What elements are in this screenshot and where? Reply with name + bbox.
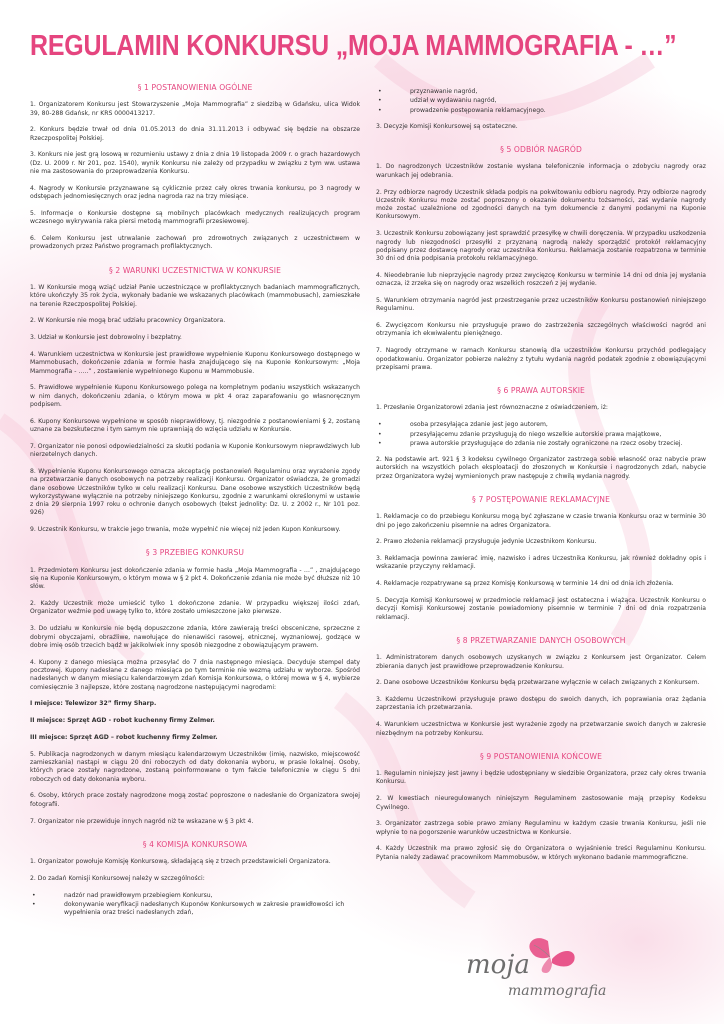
paragraph: 5. Warunkiem otrzymania nagród jest przestrzeganie przez uczestników Konkursu postanowień niniejszego Regulaminu. bbox=[376, 297, 706, 313]
section-heading: § 6 PRAWA AUTORSKIE bbox=[497, 386, 585, 396]
paragraph: 6. Osoby, których prace zostały nagrodzone mogą zostać poproszone o nadesłanie do Organizatora swojej fotografii. bbox=[30, 792, 360, 808]
bullet-item: • dokonywanie weryfikacji nadesłanych Kuponów Konkursowych w zakresie prawidłowości ich wypełnienia oraz treści nadesłanych zdań, bbox=[30, 901, 360, 918]
bullet-item: • nadzór nad prawidłowym przebiegiem Konkursu, bbox=[30, 892, 360, 900]
paragraph: 1. W Konkursie mogą wziąć udział Panie uczestniczące w profilaktycznych badaniach mammograficznych, które ukończyły 35 rok życia, wykonały badanie we wskazanych placówkach (mammobusach), zamieszkałe na terenie Rzeczpospolitej Polskiej. bbox=[30, 283, 360, 308]
bullet-item: • udział w wydawaniu nagród, bbox=[376, 97, 706, 105]
butterfly-icon bbox=[529, 938, 574, 973]
paragraph: 2. W kwestiach nieuregulowanych niniejszym Regulaminem zastosowanie mają przepisy Kodeksu Cywilnego. bbox=[376, 795, 706, 811]
paragraph: 4. Każdy Uczestnik ma prawo zgłosić się do Organizatora o wyjaśnienie treści Regulaminu Konkursu. Pytania należy zadawać pracownikom Mammobusów, w których wykonano badanie mammograficzne. bbox=[376, 845, 706, 861]
prize-line: I miejsce: Telewizor 32” firmy Sharp. bbox=[30, 700, 157, 708]
paragraph: 2. Prawo złożenia reklamacji przysługuje jedynie Uczestnikom Konkursu. bbox=[376, 538, 597, 546]
paragraph: 3. Do udziału w Konkursie nie będą dopuszczone zdania, które zawierają treści obsceniczne, sprzeczne z dobrymi obyczajami, obraźliwe, nawołujące do nienawiści rasowej, etnicznej, wyznaniowej, godzące w dobre imię osób trzecich bądź w jakikolwiek inny sposób niezgodne z obowiązującym prawem. bbox=[30, 625, 360, 649]
paragraph: 1. Przesłanie Organizatorowi zdania jest równoznaczne z oświadczeniem, iż: bbox=[376, 404, 608, 412]
paragraph: 7. Organizator nie ponosi odpowiedzialności za skutki podania w Kuponie Konkursowym nieprawdziwych lub nierzetelnych danych. bbox=[30, 442, 360, 459]
page-title: REGULAMIN KONKURSU „MOJA MAMMOGRAFIA - …” bbox=[30, 30, 677, 62]
paragraph: 1. Administratorem danych osobowych uzyskanych w związku z Konkursem jest Organizator. Celem zbierania danych jest prawidłowe przeprowadzenie Konkursu. bbox=[376, 654, 706, 670]
paragraph: 3. Konkurs nie jest grą losową w rozumieniu ustawy z dnia z dnia 19 listopada 2009 r. o grach hazardowych (Dz. U. 2009 r. Nr 201, poz. 1540), wynik Konkursu nie zależy od przypadku w związku z tym ww. ustawa nie ma zastosowania do przeprowadzenia Konkursu. bbox=[30, 151, 360, 176]
paragraph: 1. Do nagrodzonych Uczestników zostanie wysłana telefonicznie informacja o zdobyciu nagrody oraz warunkach jej odebrania. bbox=[376, 163, 706, 179]
paragraph: 4. Kupony z danego miesiąca można przesyłać do 7 dnia następnego miesiąca. Decyduje stempel daty pocztowej. Kupony nadesłane z danego miesiąca po tym terminie nie wezmą udziału w wyborze. Spośród nadesłanych w danym miesiącu kalendarzowym zdań Komisja Konkursowa, o której mowa w § 4, wybierze comiesięcznie 3 najlepsze, które zostaną nagrodzone następującymi nagrodami: bbox=[30, 658, 360, 691]
paragraph: 7. Organizator nie przewiduje innych nagród niż te wskazane w § 3 pkt 4. bbox=[30, 817, 254, 825]
section-heading: § 3 PRZEBIEG KONKURSU bbox=[145, 548, 245, 558]
paragraph: 1. Regulamin niniejszy jest jawny i będzie udostępniany w siedzibie Organizatora, przez cały okres trwania Konkursu. bbox=[376, 770, 706, 786]
paragraph: 3. Udział w Konkursie jest dobrowolny i bezpłatny. bbox=[30, 334, 182, 342]
prize-line: II miejsce: Sprzęt AGD - robot kuchenny firmy Zelmer. bbox=[30, 717, 215, 725]
section-heading: § 7 POSTĘPOWANIE REKLAMACYJNE bbox=[472, 495, 610, 504]
paragraph: 5. Publikacja nagrodzonych w danym miesiącu kalendarzowym Uczestników (imię, nazwisko, miejscowość zamieszkania) nastąpi w ciągu 20 dni roboczych od daty dokonania wyboru, w prasie lokalnej. Osoby, których prace zostały nagrodzone, zostaną poinformowane o tym fakcie telefonicznie w ciągu 5 dni roboczych od daty dokonania wyboru. bbox=[30, 750, 360, 783]
paragraph: 2. Na podstawie art. 921 § 3 kodeksu cywilnego Organizator zastrzega sobie własność oraz nabycie praw autorskich na wszystkich polach eksploatacji do złoszonych w Konkursie i nagrodzonych zdań, nabycie przez Organizatora wyżej wymienionych praw następuje z chwilą wydania nagrody. bbox=[376, 456, 706, 480]
left-column bbox=[30, 84, 360, 926]
bullet-item: • prowadzenie postępowania reklamacyjnego. bbox=[376, 107, 706, 115]
logo-word-2: mammografia bbox=[508, 983, 607, 999]
paragraph: 4. Warunkiem uczestnictwa w Konkursie jest prawidłowe wypełnienie Kuponu Konkursowego dostępnego w Mammobusach, dokończenie zdania w formie hasła znajdującego się na Kuponie Konkursowym: „Moja Mammografia - …..” , zostawienie wypełnionego Kuponu w Mammobusie. bbox=[30, 350, 360, 375]
paragraph: 2. Każdy Uczestnik może umieścić tylko 1 dokończone zdanie. W przypadku większej ilości zdań, Organizator weźmie pod uwagę tylko to, które zostało umieszczone jako pierwsze. bbox=[30, 600, 360, 616]
bullet-item: • przesyłającemu zdanie przysługują do niego wszelkie autorskie prawa majątkowe, bbox=[376, 431, 706, 439]
logo bbox=[462, 935, 612, 1005]
bullet-list bbox=[376, 421, 706, 448]
bullet-item: • prawa autorskie przysługujące do zdania nie zostały ograniczone na rzecz osoby trzeciej. bbox=[376, 440, 706, 448]
section-heading: § 4 KOMISJA KONKURSOWA bbox=[142, 839, 248, 849]
paragraph: 3. Każdemu Uczestnikowi przysługuje prawo dostępu do swoich danych, ich poprawiania oraz żądania zaprzestania ich przetwarzania. bbox=[376, 696, 706, 712]
paragraph: 1. Organizator powołuje Komisję Konkursową, składającą się z trzech przedstawicieli Organizatora. bbox=[30, 858, 331, 866]
paragraph: 4. Nagrody w Konkursie przyznawane są cyklicznie przez cały okres trwania konkursu, po 3 nagrody w odstępach jednomiesięcznych oraz jedna nagroda raz na trzy miesiące. bbox=[30, 184, 360, 201]
bullet-item: • przyznawanie nagród, bbox=[376, 88, 706, 96]
paragraph: 2. Konkurs będzie trwał od dnia 01.05.2013 do dnia 31.11.2013 i odbywać się będzie na obszarze Rzeczpospolitej Polskiej. bbox=[30, 126, 360, 142]
section-heading: § 8 PRZETWARZANIE DANYCH OSOBOWYCH bbox=[456, 635, 626, 645]
paragraph: 5. Prawidłowe wypełnienie Kuponu Konkursowego polega na kompletnym podaniu wszystkich wskazanych w nim danych, dokończeniu zdania, o którym mowa w pkt 4 oraz zaparafowaniu go własnoręcznym podpisem. bbox=[30, 384, 360, 408]
section-heading: § 5 ODBIÓR NAGRÓD bbox=[500, 145, 582, 155]
paragraph: 1. Przedmiotem Konkursu jest dokończenie zdania w formie hasła „Moja Mammografia - …” , znajdującego się na Kuponie Konkursowym, o którym mowa w § 2 pkt 4. Dokończenie zdania nie może być dłuższe niż 10 słów. bbox=[30, 566, 360, 591]
paragraph: 9. Uczestnik Konkursu, w trakcie jego trwania, może wypełnić nie więcej niż jeden Kupon Konkursowy. bbox=[30, 526, 341, 534]
section-heading: § 2 WARUNKI UCZESTNICTWA W KONKURSIE bbox=[109, 265, 281, 275]
bullet-item: • osoba przesyłająca zdanie jest jego autorem, bbox=[376, 421, 706, 429]
paragraph: 4. Nieodebranie lub nieprzyjęcie nagrody przez zwycięzcę Konkursu w terminie 14 dni od dnia jej wysłania oznacza, iż zrzeka się on nagrody oraz wszelkich roszczeń z jej wydanie. bbox=[376, 271, 706, 288]
paragraph: 2. Dane osobowe Uczestników Konkursu będą przetwarzane wyłącznie w celach związanych z Konkursem. bbox=[376, 679, 700, 687]
paragraph: 5. Informacje o Konkursie dostępne są mobilnych placówkach medycznych realizujących program wczesnego wykrywania raka piersi metodą mammografii przesiewowej. bbox=[30, 209, 360, 226]
paragraph: 2. W Konkursie nie mogą brać udziału pracownicy Organizatora. bbox=[30, 317, 226, 325]
paragraph: 1. Organizatorem Konkursu jest Stowarzyszenie „Moja Mammografia” z siedzibą w Gdańsku, ulica Widok 39, 80-288 Gdańsk, nr KRS 0000413217. bbox=[30, 101, 360, 117]
paragraph: 6. Kupony Konkursowe wypełnione w sposób nieprawidłowy, tj. niezgodnie z postanowieniami § 2, zostaną uznane za bezskuteczne i tym samym nie uprawniają do wzięcia udziału w Konkursie. bbox=[30, 417, 360, 434]
paragraph: 8. Wypełnienie Kuponu Konkursowego oznacza akceptację postanowień Regulaminu oraz wyrażenie zgody na przetwarzanie danych osobowych na potrzeby realizacji Konkursu. Organizator oświadcza, że gromadzi dane osobowe Uczestników tylko w celu realizacji Konkursu. Dane osobowe wszystkich Uczestników będą wykorzystywane wyłącznie na potrzeby niniejszego Konkursu, zgodnie z warunkami określonymi w ustawie z dnia 29 sierpnia 1997 roku o ochronie danych osobowych (tekst jednolity: Dz. U. z 2002 r., Nr 101 poz. 926) bbox=[30, 467, 360, 517]
logo-word-1: moja bbox=[466, 950, 530, 980]
paragraph: 5. Decyzja Komisji Konkursowej w przedmiocie reklamacji jest ostateczna i wiążąca. Uczestnik Konkursu o decyzji Komisji Konkursowej zostanie powiadomiony pisemnie w terminie 7 dni od dnia rozpatrzenia reklamacji. bbox=[376, 597, 706, 621]
paragraph: 1. Reklamacje co do przebiegu Konkursu mogą być zgłaszane w czasie trwania Konkursu oraz w terminie 30 dni po jego zakończeniu pisemnie na adres Organizatora. bbox=[376, 513, 706, 529]
paragraph: 3. Organizator zastrzega sobie prawo zmiany Regulaminu w każdym czasie trwania Konkursu, jeśli nie wpłynie to na pogorszenie warunków uczestnictwa w Konkursie. bbox=[376, 820, 706, 836]
paragraph: 7. Nagrody otrzymane w ramach Konkursu stanowią dla uczestników Konkursu przychód podlegający opodatkowaniu. Organizator pobierze należny z tytułu wydania nagród podatek zgodnie z obowiązującymi przepisami prawa. bbox=[376, 347, 706, 371]
paragraph: 2. Przy odbiorze nagrody Uczestnik składa podpis na pokwitowaniu odbioru nagrody. Przy odbiorze nagrody Uczestnik Konkursu może zostać poproszony o okazanie dokumentu tożsamości, zaś wydanie nagrody może zostać uzależnione od zgodności danych na tym dokumencie z danymi podanymi na Kuponie Konkursowym. bbox=[376, 188, 706, 221]
prize-line: III miejsce: Sprzęt AGD – robot kuchenny firmy Zelmer. bbox=[30, 733, 218, 741]
paragraph: 3. Reklamacja powinna zawierać imię, nazwisko i adres Uczestnika Konkursu, jak również dokładny opis i wskazanie przyczyny reklamacji. bbox=[376, 555, 706, 571]
bullet-list bbox=[376, 88, 706, 115]
section-heading: § 9 POSTANOWIENIA KOŃCOWE bbox=[479, 751, 603, 761]
paragraph: 2. Do zadań Komisji Konkursowej należy w szczególności: bbox=[30, 874, 205, 882]
paragraph: 6. Zwycięzcom Konkursu nie przysługuje prawo do zastrzeżenia szczególnych właściwości nagród ani otrzymania ich ekwiwalentu pieniężnego. bbox=[376, 322, 706, 338]
paragraph: 3. Uczestnik Konkursu zobowiązany jest sprawdzić przesyłkę w chwili doręczenia. W przypadku uszkodzenia nagrody lub niezgodności przesyłki z przyznaną nagrodą należy sporządzić protokół reklamacyjny podpisany przez dostawcę nagrody oraz uczestnika Konkursu. Reklamacja zostanie rozpatrzona w terminie 30 dni od dnia podpisania protokołu reklamacyjnego. bbox=[376, 230, 706, 263]
paragraph: 4. Warunkiem uczestnictwa w Konkursie jest wyrażenie zgody na przetwarzanie swoich danych w zakresie niezbędnym na potrzeby Konkursu. bbox=[376, 721, 706, 737]
paragraph: 3. Decyzje Komisji Konkursowej są ostateczne. bbox=[376, 122, 518, 130]
paragraph: 6. Celem Konkursu jest utrwalanie zachowań pro zdrowotnych związanych z uczestnictwem w prowadzonych przez Państwo programach profilaktycznych. bbox=[30, 235, 360, 251]
paragraph: 4. Reklamacje rozpatrywane są przez Komisję Konkursową w terminie 14 dni od dnia ich złożenia. bbox=[376, 580, 674, 588]
bullet-list bbox=[30, 892, 360, 918]
right-column bbox=[376, 88, 706, 871]
section-heading: § 1 POSTANOWIENIA OGÓLNE bbox=[137, 83, 253, 92]
